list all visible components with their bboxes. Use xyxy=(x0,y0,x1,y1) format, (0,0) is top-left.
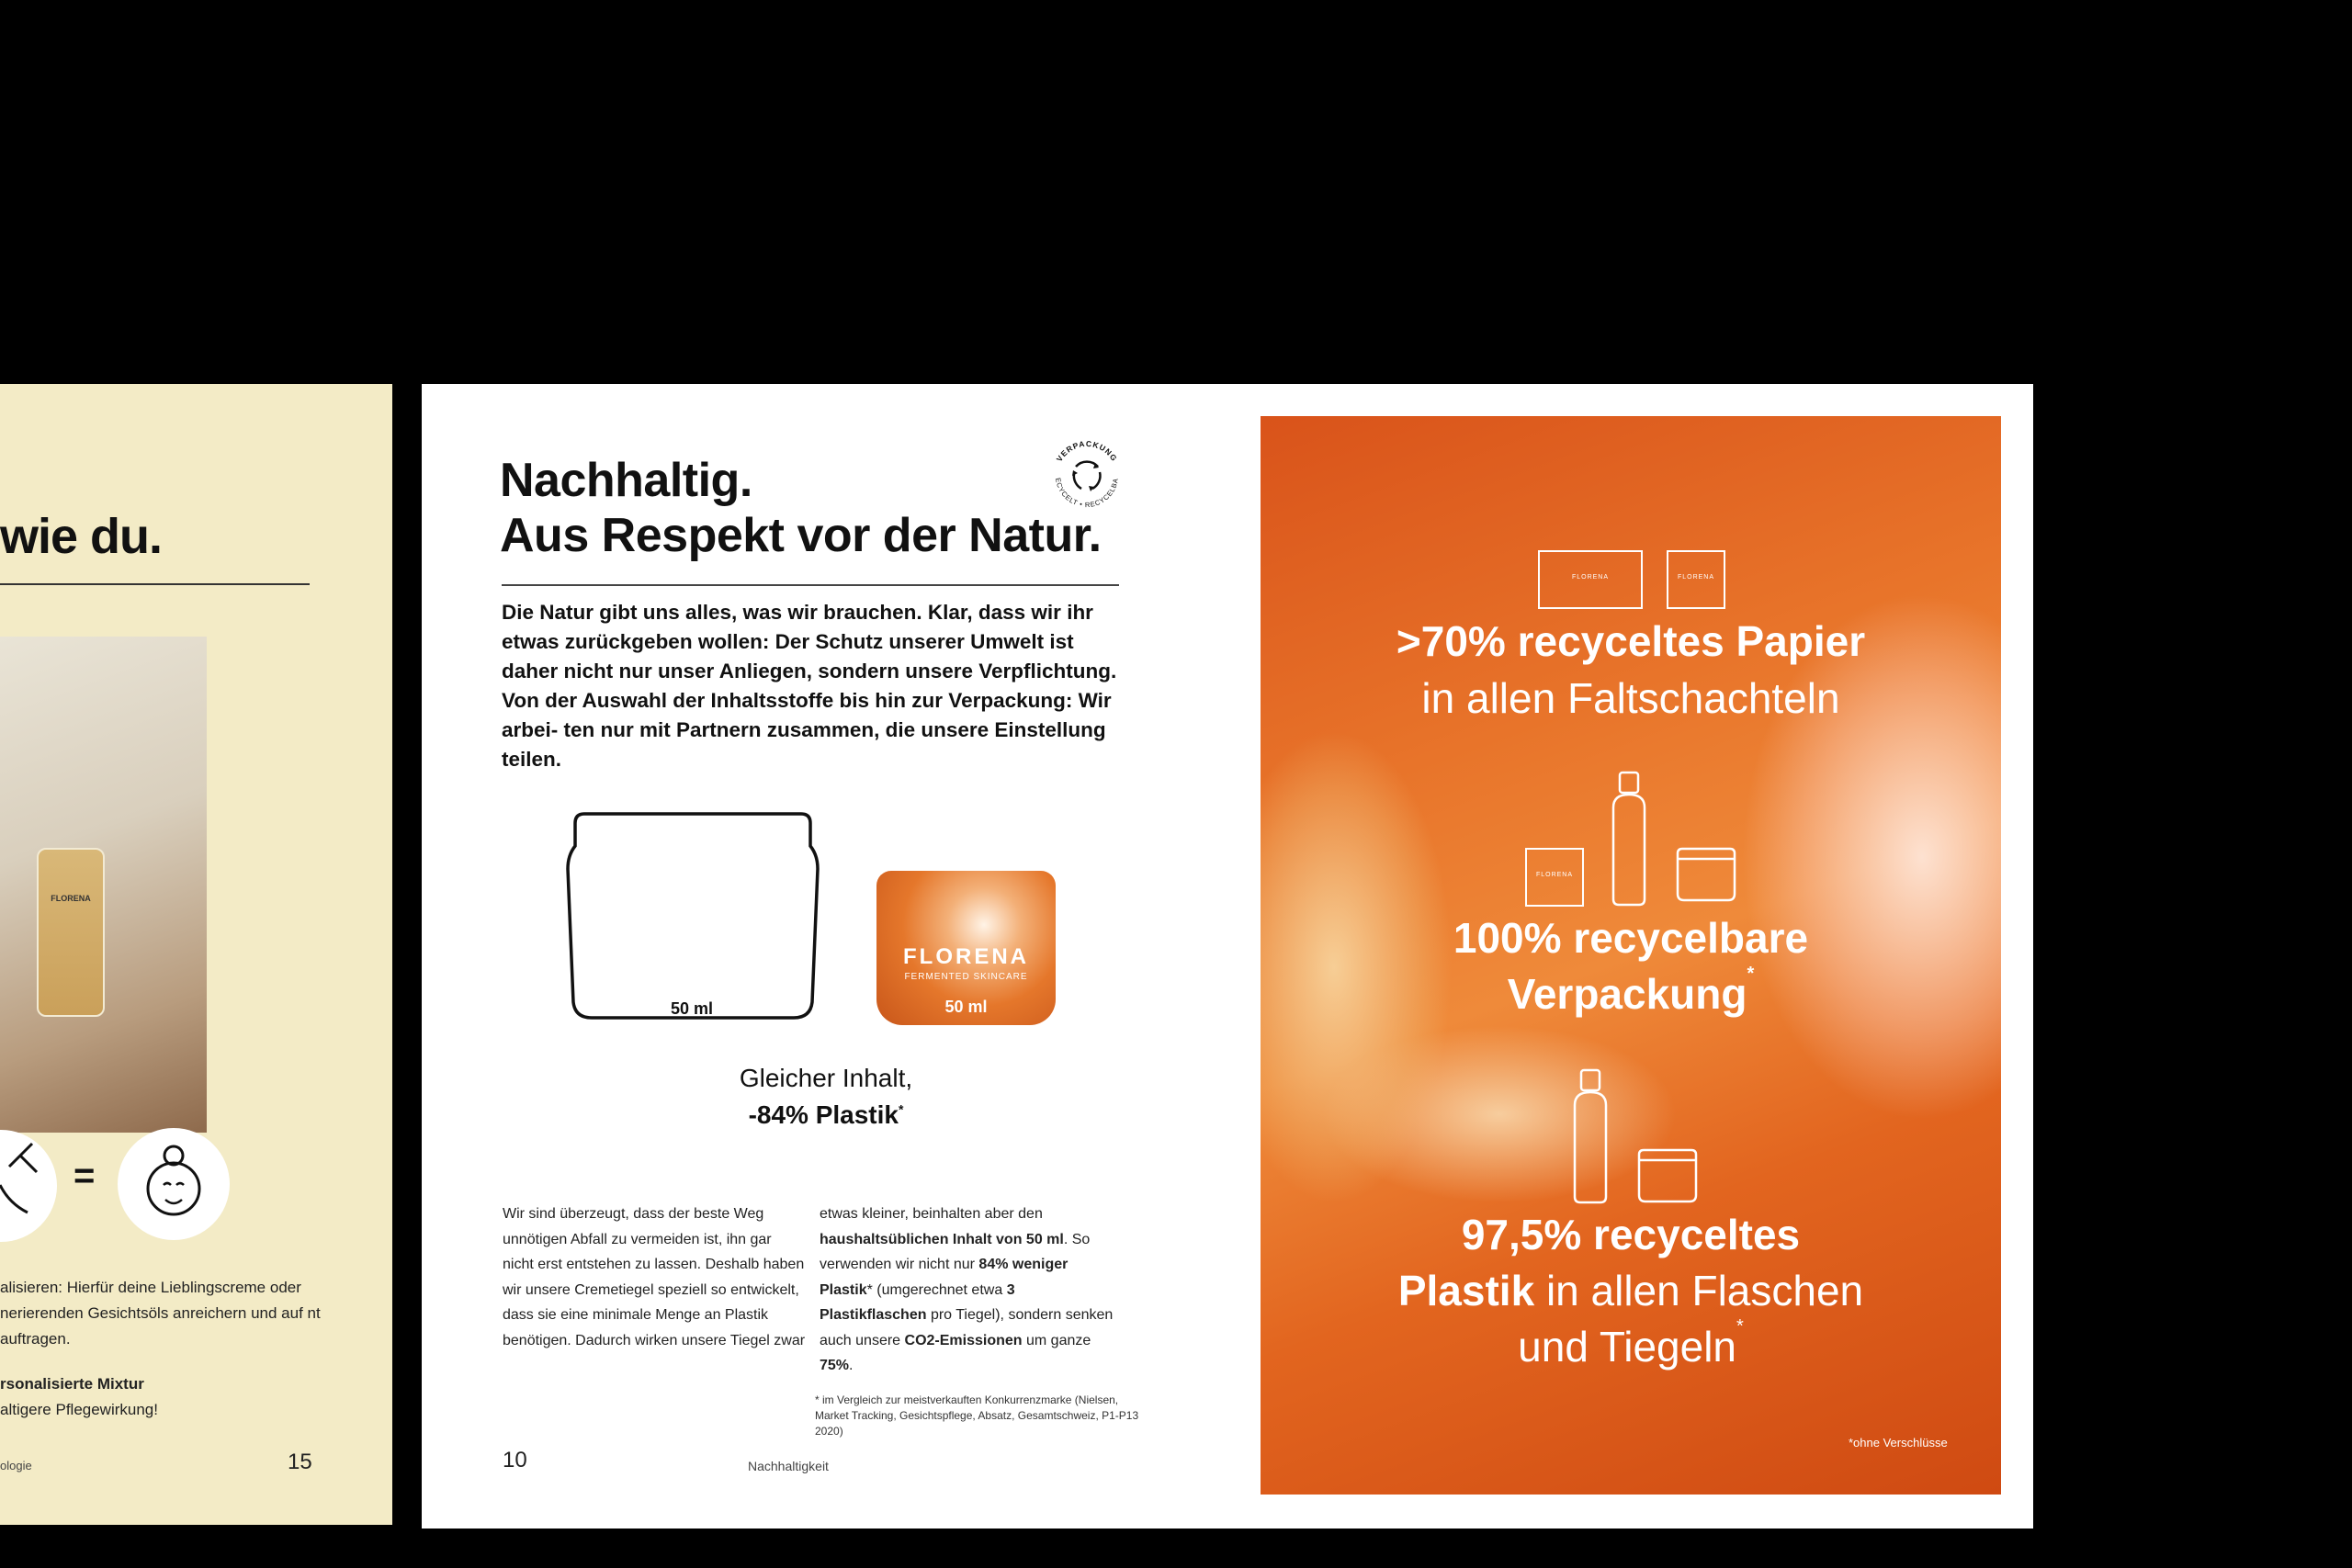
col2-j: 75% xyxy=(820,1358,850,1373)
left-page-number: 15 xyxy=(288,1450,312,1474)
dropper-icon xyxy=(0,1130,57,1242)
section-label: Nachhaltigkeit xyxy=(748,1459,829,1473)
left-paragraph: alisieren: Hierfür deine Lieblingscreme oder nerierenden Gesichtsöls anreichern und auf nt auftragen. xyxy=(0,1279,321,1348)
title-line-2: Aus Respekt vor der Natur. xyxy=(500,509,1102,562)
stat1-bold: >70% recyceltes Papier xyxy=(1396,617,1866,665)
bottle-icon-2 xyxy=(1564,1068,1617,1206)
jar-brand: FLORENA xyxy=(903,944,1029,969)
orange-photo-panel xyxy=(1261,416,2001,1495)
svg-text:VERPACKUNG xyxy=(1055,439,1119,463)
left-para2-bold: rsonalisierte Mixtur xyxy=(0,1375,144,1393)
stat2-line1: 100% recycelbare xyxy=(1453,914,1809,962)
col2-b: haushaltsüblichen Inhalt von 50 ml xyxy=(820,1231,1064,1247)
center-footnote: * im Vergleich zur meistverkauften Konkurrenzmarke (Nielsen, Market Tracking, Gesichtspflege, Absatz, Gesamtschweiz, P1-P13 2020) xyxy=(815,1393,1139,1438)
stat3-line3 xyxy=(1261,1316,2001,1371)
equals-sign: = xyxy=(74,1156,96,1196)
left-divider xyxy=(0,583,310,585)
center-page-number: 10 xyxy=(503,1448,527,1472)
col2-e: * (umgerechnet etwa xyxy=(866,1281,1003,1298)
col2-h: CO2-Emissionen xyxy=(904,1332,1023,1348)
center-divider xyxy=(502,584,1119,586)
body-column-1: Wir sind überzeugt, dass der beste Weg unnötigen Abfall zu vermeiden ist, ihn gar nicht erst entstehen zu lassen. Deshalb haben wir unsere Cremetiegel speziell so entwickelt, dass sie eine minimale Menge an Plastik benötigen. Dadurch wirken unsere Tiegel zwar xyxy=(503,1206,806,1348)
jar-icon xyxy=(1674,846,1738,903)
face-icon xyxy=(118,1128,230,1240)
box-large-icon xyxy=(1538,550,1643,609)
icon-brand-1: FLORENA xyxy=(1571,574,1610,581)
stat3-bold2: Plastik xyxy=(1397,1267,1535,1314)
right-footnote: *ohne Verschlüsse xyxy=(1849,1436,1948,1450)
compare-line-2 xyxy=(651,1100,1001,1130)
bottle-icon xyxy=(1602,771,1656,908)
intro-paragraph: Die Natur gibt uns alles, was wir brauchen. Klar, dass wir ihr etwas zurückgeben wollen: Der Schutz unserer Umwelt ist daher nicht nur unser Anliegen, sondern unsere Verpflichtung. Von der Auswahl der Inhaltsstoffe bis hin zur Verpackung: Wir arbei- ten nur mit Partnern zusammen, die unsere Einstellung teilen. xyxy=(502,601,1117,771)
page-title xyxy=(500,453,1102,563)
body-column-2 xyxy=(820,1201,1123,1379)
col2-i: um ganze xyxy=(1026,1332,1091,1348)
icon-brand-2: FLORENA xyxy=(1677,574,1715,581)
woman-photo xyxy=(0,637,207,1133)
badge-top-text: VERPACKUNG xyxy=(1054,438,1120,464)
col2-c: . So verwenden wir nicht nur xyxy=(820,1231,1091,1272)
col2-k: . xyxy=(849,1358,854,1373)
compare-line-1: Gleicher Inhalt, xyxy=(739,1064,913,1092)
left-para2-rest: altigere Pflegewirkung! xyxy=(0,1401,158,1418)
col2-g: pro Tiegel), sondern senken auch unsere xyxy=(820,1307,1114,1348)
stat3-line1: 97,5% recyceltes xyxy=(1461,1211,1801,1258)
stat2-sup: * xyxy=(1747,964,1755,984)
badge-bottom-text: ECYCELT • RECYCELBA xyxy=(1054,477,1120,510)
stat2-line2 xyxy=(1261,964,2001,1019)
compare-sup: * xyxy=(898,1101,904,1117)
box-small-icon xyxy=(1667,550,1725,609)
col2-d: 84% weniger Plastik xyxy=(820,1257,1069,1298)
jar-photo xyxy=(876,871,1056,1025)
stat3-line2 xyxy=(1261,1266,2001,1315)
bottle-label: FLORENA xyxy=(51,894,91,903)
box-icon-2 xyxy=(1525,848,1584,907)
jar-icon-2 xyxy=(1635,1147,1700,1204)
left-footer: ologie xyxy=(0,1459,32,1472)
center-page xyxy=(422,384,1225,1529)
col2-f: 3 Plastikflaschen xyxy=(820,1281,1015,1323)
serum-bottle xyxy=(37,848,105,1017)
stat3-light2: in allen Flaschen xyxy=(1545,1267,1864,1314)
jar-photo-label: 50 ml xyxy=(944,998,988,1016)
compare-line-2-text: -84% Plastik xyxy=(748,1100,899,1129)
jar-outline-icon xyxy=(564,805,821,1025)
stat1-light: in allen Faltschachteln xyxy=(1421,674,1840,722)
stat3-sup: * xyxy=(1736,1316,1744,1337)
recycle-badge-icon xyxy=(1043,432,1131,520)
stat3-light3: und Tiegeln xyxy=(1518,1323,1737,1371)
icon-brand-3: FLORENA xyxy=(1535,872,1574,878)
left-page xyxy=(0,384,392,1525)
left-paragraph-2 xyxy=(0,1371,386,1423)
stat2-line2-text: Verpackung xyxy=(1507,970,1747,1018)
col2-a: etwas kleiner, beinhalten aber den xyxy=(820,1206,1043,1222)
jar-subtitle: FERMENTED SKINCARE xyxy=(904,972,1028,982)
title-line-1: Nachhaltig. xyxy=(500,454,752,507)
left-heading: wie du. xyxy=(0,509,163,564)
jar-outline-label: 50 ml xyxy=(670,999,714,1018)
